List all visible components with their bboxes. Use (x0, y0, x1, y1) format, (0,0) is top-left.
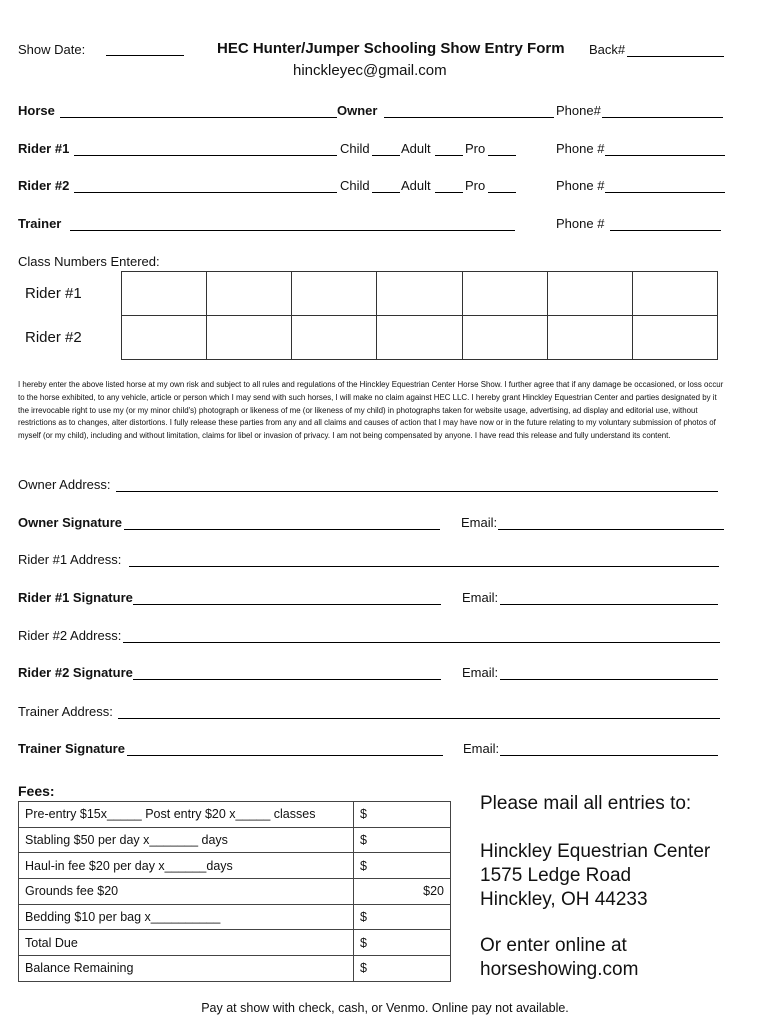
class-cell[interactable] (292, 316, 377, 360)
trainer-signature-field[interactable] (127, 755, 443, 756)
class-row-rider1-label: Rider #1 (25, 285, 82, 302)
rider2-email-field[interactable] (500, 679, 718, 680)
class-cell[interactable] (292, 272, 377, 316)
mail-name: Hinckley Equestrian Center (480, 841, 711, 862)
mail-heading: Please mail all entries to: (480, 793, 692, 814)
class-cell[interactable] (462, 316, 547, 360)
rider2-field[interactable] (74, 192, 337, 193)
rider2-adult-label: Adult (401, 178, 431, 193)
owner-phone-field[interactable] (602, 117, 723, 118)
fee-row (19, 802, 451, 828)
fee-label: Stabling $50 per day x_______ days (19, 827, 354, 853)
class-cell[interactable] (122, 316, 207, 360)
rider2-adult-field[interactable] (435, 192, 463, 193)
rider1-signature-label: Rider #1 Signature (18, 590, 133, 605)
rider2-pro-label: Pro (465, 178, 486, 193)
rider1-signature-field[interactable] (133, 604, 441, 605)
class-cell[interactable] (632, 272, 717, 316)
trainer-phone-field[interactable] (610, 230, 721, 231)
fee-amount[interactable]: $ (354, 904, 451, 930)
rider1-address-field[interactable] (129, 566, 719, 567)
horse-field[interactable] (60, 117, 337, 118)
class-numbers-heading: Class Numbers Entered: (18, 254, 160, 269)
rider2-phone-field[interactable] (605, 192, 725, 193)
owner-signature-field[interactable] (124, 529, 440, 530)
fee-amount[interactable]: $ (354, 827, 451, 853)
class-cell[interactable] (377, 316, 462, 360)
form-title: HEC Hunter/Jumper Schooling Show Entry Form (217, 40, 565, 57)
rider1-pro-label: Pro (465, 141, 486, 156)
owner-email-field[interactable] (498, 529, 724, 530)
owner-email-label: Email: (461, 515, 498, 530)
fee-label: Balance Remaining (19, 956, 354, 982)
class-cell[interactable] (462, 272, 547, 316)
online-line-1: Or enter online at (480, 935, 627, 956)
owner-label: Owner (337, 103, 378, 118)
trainer-phone-label: Phone # (556, 216, 605, 231)
rider2-address-label: Rider #2 Address: (18, 628, 122, 643)
trainer-email-label: Email: (463, 741, 500, 756)
trainer-field[interactable] (70, 230, 515, 231)
back-number-label: Back# (589, 42, 626, 57)
class-cell[interactable] (632, 316, 717, 360)
trainer-address-label: Trainer Address: (18, 704, 113, 719)
fee-amount[interactable]: $ (354, 956, 451, 982)
class-cell[interactable] (207, 272, 292, 316)
back-number-field[interactable] (627, 56, 724, 57)
fee-row (19, 904, 451, 930)
fee-amount[interactable]: $ (354, 930, 451, 956)
fees-table (18, 801, 451, 982)
fee-label: Bedding $10 per bag x__________ (19, 904, 354, 930)
class-cell[interactable] (122, 272, 207, 316)
trainer-address-field[interactable] (118, 718, 720, 719)
rider2-email-label: Email: (462, 665, 499, 680)
class-row-rider2-label: Rider #2 (25, 329, 82, 346)
horse-label: Horse (18, 103, 55, 118)
fee-row (19, 853, 451, 879)
contact-email: hinckleyec@gmail.com (293, 62, 447, 79)
rider2-pro-field[interactable] (488, 192, 516, 193)
fee-row (19, 956, 451, 982)
fee-row (19, 827, 451, 853)
mail-city: Hinckley, OH 44233 (480, 889, 648, 910)
rider2-signature-field[interactable] (133, 679, 441, 680)
owner-address-field[interactable] (116, 491, 718, 492)
rider1-adult-field[interactable] (435, 155, 463, 156)
fee-row (19, 930, 451, 956)
owner-phone-label: Phone# (556, 103, 601, 118)
rider2-child-label: Child (340, 178, 370, 193)
class-cell[interactable] (547, 272, 632, 316)
rider1-field[interactable] (74, 155, 337, 156)
rider2-label: Rider #2 (18, 178, 70, 193)
fee-amount[interactable]: $ (354, 802, 451, 828)
rider1-address-label: Rider #1 Address: (18, 552, 122, 567)
rider2-signature-label: Rider #2 Signature (18, 665, 133, 680)
owner-address-label: Owner Address: (18, 477, 111, 492)
rider2-child-field[interactable] (372, 192, 400, 193)
fee-label: Haul-in fee $20 per day x______days (19, 853, 354, 879)
rider2-address-field[interactable] (123, 642, 720, 643)
class-numbers-grid (18, 271, 718, 360)
rider2-phone-label: Phone # (556, 178, 605, 193)
mail-street: 1575 Ledge Road (480, 865, 632, 886)
fee-label: Pre-entry $15x_____ Post entry $20 x_____ classes (19, 802, 354, 828)
class-cell[interactable] (377, 272, 462, 316)
trainer-signature-label: Trainer Signature (18, 741, 125, 756)
fee-amount[interactable]: $ (354, 853, 451, 879)
rider1-child-field[interactable] (372, 155, 400, 156)
fee-row (19, 879, 451, 905)
owner-signature-label: Owner Signature (18, 515, 123, 530)
trainer-label: Trainer (18, 216, 62, 231)
release-paragraph: I hereby enter the above listed horse at my own risk and subject to all rules and regulations of the Hinckley Equestrian Center Horse Show. I further agree that if any damage be occasioned, or loss occur to the horse exhibited, to any vehicle, article or person which I may send with such horses, I will make no claim against HEC LLC. I hereby grant Hinckley Equestrian Center and parties designated by it the irrevocable right to use my (or my minor child's) photograph or likeness of me (or likeness of my child) in photographs taken for website usage, advertising, ad display and editorial use, without restrictions as to changes, alter distortions. I fully release these parties from any and all claims and causes of action that I may have now or in the future relating to my voluntary submission of photos of myself (or my child), including and without limitation, claims for libel or invasion of privacy. I am not being compensated by anyone. I have read this release and fully understand its content. (18, 380, 724, 441)
rider1-phone-field[interactable] (605, 155, 725, 156)
rider1-label: Rider #1 (18, 141, 70, 156)
fee-label: Total Due (19, 930, 354, 956)
owner-field[interactable] (384, 117, 554, 118)
trainer-email-field[interactable] (500, 755, 718, 756)
payment-note: Pay at show with check, cash, or Venmo. Online pay not available. (201, 1001, 569, 1015)
fee-label: Grounds fee $20 (19, 879, 354, 905)
fees-heading: Fees: (18, 783, 55, 799)
class-cell[interactable] (207, 316, 292, 360)
rider1-adult-label: Adult (401, 141, 431, 156)
rider1-phone-label: Phone # (556, 141, 605, 156)
fee-amount: $20 (354, 879, 451, 905)
rider1-email-label: Email: (462, 590, 499, 605)
online-line-2[interactable]: horseshowing.com (480, 959, 639, 980)
show-date-field[interactable] (106, 55, 184, 56)
rider1-child-label: Child (340, 141, 370, 156)
show-date-label: Show Date: (18, 42, 86, 57)
class-cell[interactable] (547, 316, 632, 360)
rider1-email-field[interactable] (500, 604, 718, 605)
rider1-pro-field[interactable] (488, 155, 516, 156)
